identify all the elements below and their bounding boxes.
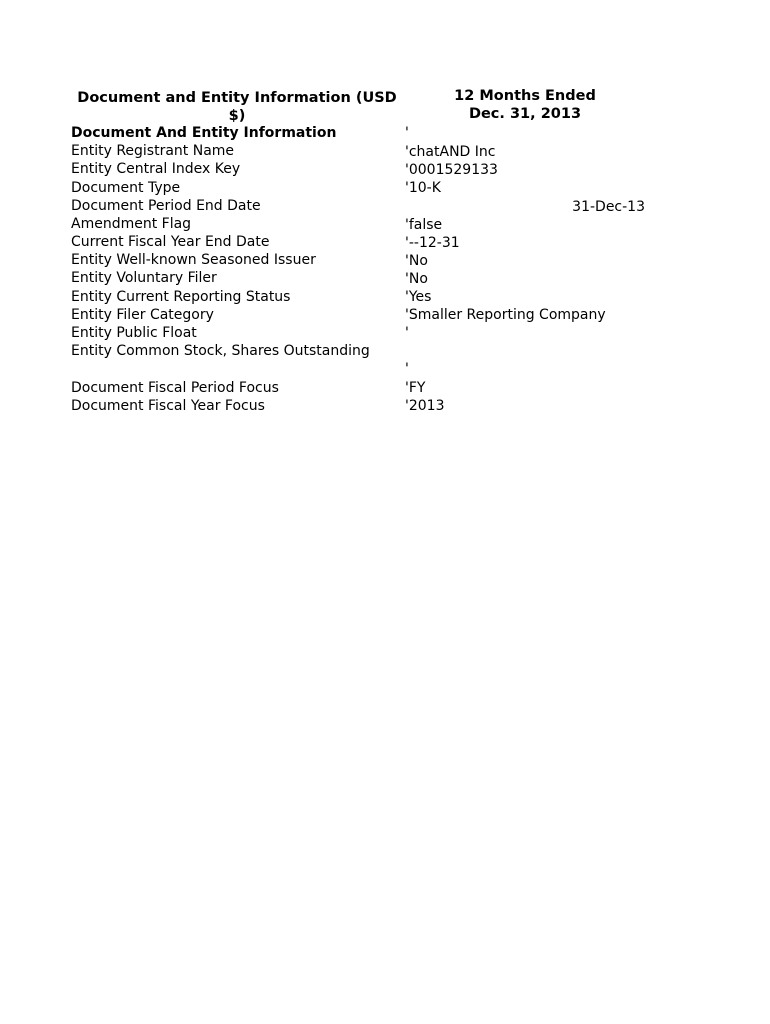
row-value: 'Yes (405, 289, 432, 305)
table-row (0, 379, 770, 397)
table-row (0, 197, 770, 215)
row-label: Document Fiscal Period Focus (71, 380, 279, 396)
row-value: 'No (405, 271, 428, 287)
table-row (0, 342, 770, 378)
period-line-2: Dec. 31, 2013 (468, 106, 582, 122)
row-label: Entity Central Index Key (71, 161, 241, 177)
table-row (0, 179, 770, 197)
row-value: 'No (405, 253, 428, 269)
section-label: Document And Entity Information (71, 125, 337, 141)
table-row (0, 288, 770, 306)
row-label: Entity Public Float (71, 325, 197, 341)
row-value: 'FY (405, 380, 426, 396)
table-row (0, 233, 770, 251)
section-value: ' (405, 125, 409, 141)
row-label: Entity Registrant Name (71, 143, 235, 159)
row-value: ' (405, 325, 409, 341)
row-label: Amendment Flag (71, 216, 192, 232)
row-value: '2013 (405, 398, 445, 414)
row-label: Entity Common Stock, Shares Outstanding (71, 343, 370, 359)
row-label: Entity Voluntary Filer (71, 270, 217, 286)
row-label: Entity Current Reporting Status (71, 289, 291, 305)
row-label: Current Fiscal Year End Date (71, 234, 270, 250)
table-header-title: Document and Entity Information (USD $) (77, 90, 397, 124)
row-label: Entity Well-known Seasoned Issuer (71, 252, 316, 268)
table-row (0, 306, 770, 324)
row-value: '10-K (405, 180, 441, 196)
period-line-1: 12 Months Ended (454, 88, 596, 104)
row-value: '0001529133 (405, 162, 498, 178)
row-label: Document Fiscal Year Focus (71, 398, 265, 414)
table-row (0, 215, 770, 233)
table-row (0, 269, 770, 287)
row-value-date: 31-Dec-13 (572, 199, 645, 215)
table-row (0, 324, 770, 342)
table-row (0, 142, 770, 160)
row-label: Entity Filer Category (71, 307, 214, 323)
row-value: '--12-31 (405, 235, 460, 251)
row-label: Document Period End Date (71, 198, 261, 214)
table-header-period (420, 87, 630, 123)
row-value: 'false (405, 217, 443, 233)
table-row (0, 251, 770, 269)
row-value: 'Smaller Reporting Company (405, 307, 606, 323)
table-row (0, 397, 770, 415)
row-value: 'chatAND Inc (405, 144, 496, 160)
table-row (0, 160, 770, 178)
row-label: Document Type (71, 180, 181, 196)
table-row-section (0, 124, 770, 142)
row-value: ' (405, 361, 409, 377)
